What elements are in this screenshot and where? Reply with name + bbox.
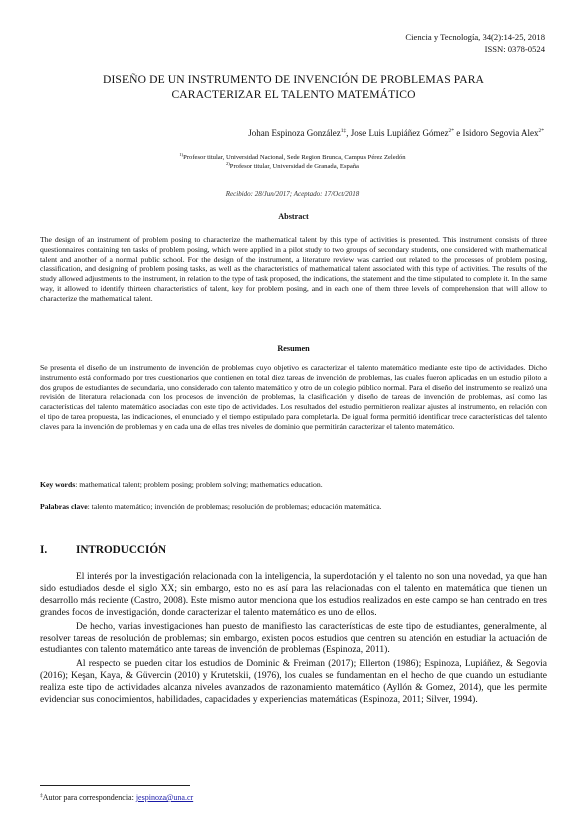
author-1: Johan Espinoza González (248, 128, 341, 138)
intro-paragraph-3: Al respecto se pueden citar los estudios de Dominic & Freiman (2017); Ellerton (1986); Espinoza, Lupiáñez, & Segovia (2016); Keşan, Kaya, & Güvercin (2010) y Krutetskii, (1976), los cuales se fundamentan en el hecho de que cuando un estudiante realiza este tipo de actividades alcanza niveles avanzados de razonamiento matemático (Ayllón & Gomez, 2014), que les permite evidenciar sus conocimientos, habilidades, capacidades y experiencias matemáticas (Espinoza, 2011; Silver, 1994). (40, 659, 547, 706)
footnote-text: Autor para correspondencia: (42, 793, 136, 802)
palabras-clave-text: : talento matemático; invención de problemas; resolución de problemas; educación matemática. (87, 502, 382, 511)
keywords-label: Key words (40, 480, 76, 489)
author-1-marker: 1‡ (340, 128, 347, 134)
section-heading-introduccion (40, 544, 166, 556)
footnote-rule (40, 785, 190, 786)
footnote-email-link[interactable]: jespinoza@una.cr (135, 793, 194, 802)
intro-body (40, 572, 547, 707)
author-3-marker: 2* (538, 128, 544, 134)
resumen-text: Se presenta el diseño de un instrumento de invención de problemas cuyo objetivo es caracterizar el talento matemático mediante este tipo de actividades. Dicho instrumento está conformado por tres cuestionarios que contienen en total diez tareas de invención de problemas, las cuales fueron aplicadas en un estudio piloto a dos grupos de estudiantes de secundaria, uno considerado con talento matemático y otro de un colegio público normal. Para el diseño del instrumento se realizó una revisión de literatura relacionada con los procesos de invención de problemas, la clasificación y diseño de tareas de invención de problemas, así como las características del talento matemático asociadas con este tipo de actividades. Los resultados del estudio permitieron realizar ajustes al instrumento, en relación con el tipo de tarea propuesta, las indicaciones, el enunciado y el tiempo estipulado para completarla. De igual forma permitió identificar trece características del talento claves para la invención de problemas y en cada una de ellas tres niveles de dominio que permitirán caracterizar el talento matemático. (40, 363, 547, 431)
abstract-text: The design of an instrument of problem posing to characterize the mathematical talent by this type of activities is presented. This instrument consists of three questionnaires containing ten tasks of problem posing, which were applied in a pilot study to two groups of secondary students, one considered with mathematical talent and another of a normal public school. For the design of the instrument, a literature review was carried out related to the processes of problem posing, classification, and designing of problem posing tasks, as well as the characteristics of mathematical talent associated with this type of activities. The results of the study allowed adjustments to the instrument, in relation to the type of task proposed, the indications, the statement and the time stipulated to complete it. In the same way, it allowed to identify thirteen characteristics of talent, key for problem posing, and in each one of them three levels of comprehension that will allow to characterize the mathematical talent. (40, 235, 547, 303)
keywords (40, 480, 547, 490)
title-line-2: CARACTERIZAR EL TALENTO MATEMÁTICO (171, 88, 416, 101)
affiliation-1: $^{1)}$Profesor titular, Universidad Nacional, Sede Region Brunca, Campus Pérez Zeledón (179, 151, 406, 161)
keywords-text: : mathematical talent; problem posing; problem solving; mathematics education. (75, 480, 323, 489)
section-title: INTRODUCCIÓN (76, 544, 167, 556)
palabras-clave-label: Palabras clave (40, 502, 88, 511)
palabras-clave (40, 502, 547, 512)
author-list (248, 128, 544, 138)
author-3: e Isidoro Segovia Alex (454, 128, 539, 138)
title-line-1: DISEÑO DE UN INSTRUMENTO DE INVENCIÓN DE PROBLEMAS PARA (102, 73, 485, 86)
footnote-marker: ‡ (40, 792, 43, 799)
footnote (40, 793, 193, 802)
journal-header (405, 31, 545, 55)
abstract-heading: Abstract (278, 212, 309, 221)
resumen-heading: Resumen (277, 344, 310, 353)
affiliation-2: $^{2)}$Profesor titular, Universidad de Granada, España (226, 160, 359, 170)
journal-issn: ISSN: 0378-0524 (484, 44, 545, 54)
journal-citation: Ciencia y Tecnología, 34(2):14-25, 2018 (405, 32, 545, 42)
intro-paragraph-2: De hecho, varias investigaciones han puesto de manifiesto las características de este tipo de estudiantes, generalmente, al resolver tareas de resolución de problemas; sin embargo, existen pocos estudios que centren su atención en estudiar la actuación de estudiantes con talento matemático ante tareas de invención de problemas (Espinoza, 2011). (40, 621, 547, 656)
intro-paragraph-1: El interés por la investigación relacionada con la inteligencia, la superdotación y el talento no son una novedad, ya que han sido estudiados desde el siglo XX; sin embargo, esto no es así para las relacionadas con el talento en matemática que tienen un desarrollo más reciente (Castro, 2008). Este mismo autor menciona que los estudios realizados en este campo se han centrado en tres grandes focos de investigación, donde caracterizar el talento matemático es uno de ellos. (40, 572, 547, 618)
paper-title (40, 72, 547, 102)
author-2-marker: 2* (448, 128, 454, 134)
section-number: I. (40, 544, 48, 556)
author-2: , Jose Luis Lupiáñez Gómez (346, 128, 449, 138)
submission-dates: Recibido: 28/Jun/2017; Aceptado: 17/Oct/2018 (225, 190, 360, 198)
affiliations (90, 153, 495, 171)
